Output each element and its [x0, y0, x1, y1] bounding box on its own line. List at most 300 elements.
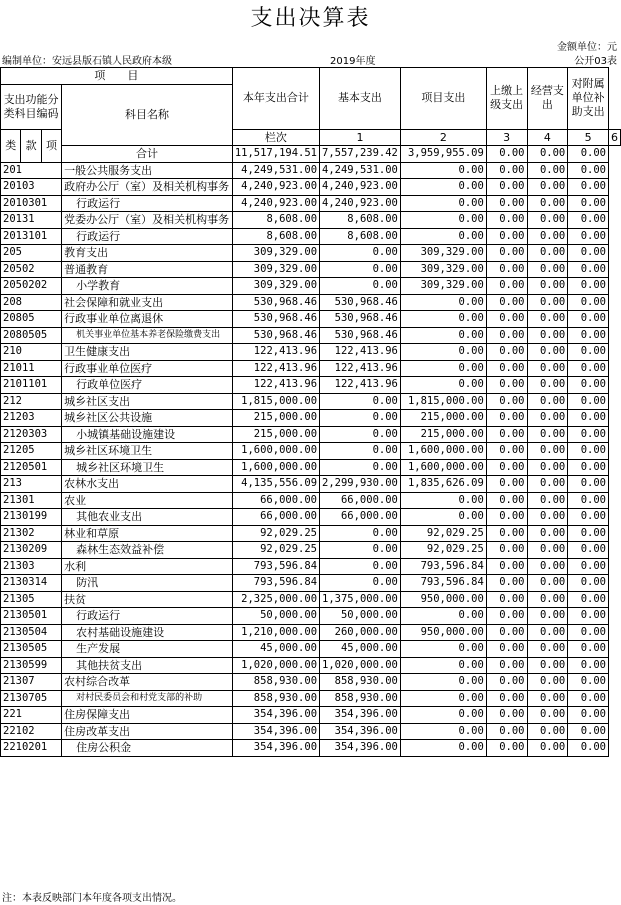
- table-row: [1, 690, 621, 707]
- row-upper: 0.00: [486, 492, 527, 509]
- table-row: [1, 459, 621, 476]
- col-number-2: 2: [400, 129, 486, 146]
- row-upper: 0.00: [486, 723, 527, 740]
- row-business: 0.00: [527, 426, 568, 443]
- row-subsidy: 0.00: [568, 624, 609, 641]
- row-basic: 260,000.00: [320, 624, 401, 641]
- table-row: [1, 492, 621, 509]
- row-project: 215,000.00: [400, 410, 486, 427]
- row-subsidy: 0.00: [568, 641, 609, 658]
- row-basic: 4,240,923.00: [320, 179, 401, 196]
- row-code: 2130504: [1, 624, 62, 641]
- row-upper: 0.00: [486, 740, 527, 757]
- row-code: 20805: [1, 311, 62, 328]
- header-row-1: [1, 68, 621, 85]
- row-subject-name: 水利: [62, 558, 233, 575]
- row-subsidy: 0.00: [568, 591, 609, 608]
- row-basic: 0.00: [320, 525, 401, 542]
- row-subject-name: 城乡社区环境卫生: [62, 459, 233, 476]
- row-subject-name: 林业和草原: [62, 525, 233, 542]
- row-subject-name: 其他农业支出: [62, 509, 233, 526]
- row-total: 2,325,000.00: [232, 591, 319, 608]
- row-project: 1,835,626.09: [400, 476, 486, 493]
- row-business: 0.00: [527, 443, 568, 460]
- row-basic: 0.00: [320, 575, 401, 592]
- row-total: 858,930.00: [232, 674, 319, 691]
- row-basic: 1,020,000.00: [320, 657, 401, 674]
- row-total: 530,968.46: [232, 294, 319, 311]
- footnote: 注：本表反映部门本年度各项支出情况。: [2, 893, 182, 904]
- row-business: 0.00: [527, 377, 568, 394]
- unit-label: 金额单位：元: [557, 42, 617, 53]
- col-number-5: 5: [568, 129, 609, 146]
- row-project: 950,000.00: [400, 624, 486, 641]
- row-subject-name: 党委办公厅（室）及相关机构事务: [62, 212, 233, 229]
- row-upper: 0.00: [486, 261, 527, 278]
- row-business: 0.00: [527, 278, 568, 295]
- row-subject-name: 住房改革支出: [62, 723, 233, 740]
- row-upper: 0.00: [486, 509, 527, 526]
- table-row: [1, 740, 621, 757]
- year-label: 2019年度: [330, 56, 376, 67]
- row-subject-name: 行政运行: [62, 608, 233, 625]
- row-project: 1,600,000.00: [400, 443, 486, 460]
- row-business: 0.00: [527, 311, 568, 328]
- row-upper: 0.00: [486, 294, 527, 311]
- row-total: 4,240,923.00: [232, 195, 319, 212]
- row-business: 0.00: [527, 641, 568, 658]
- row-basic: 8,608.00: [320, 212, 401, 229]
- row-subsidy: 0.00: [568, 179, 609, 196]
- row-total: 215,000.00: [232, 410, 319, 427]
- row-project: 1,815,000.00: [400, 393, 486, 410]
- row-project: 793,596.84: [400, 575, 486, 592]
- row-basic: 0.00: [320, 558, 401, 575]
- row-project: 0.00: [400, 723, 486, 740]
- row-code: 205: [1, 245, 62, 262]
- row-subsidy: 0.00: [568, 690, 609, 707]
- header-project: 项目支出: [400, 68, 486, 130]
- header-item: 项 目: [1, 68, 233, 85]
- table-row: [1, 212, 621, 229]
- table-row: [1, 393, 621, 410]
- table-row: [1, 294, 621, 311]
- row-total: 530,968.46: [232, 311, 319, 328]
- row-business: 0.00: [527, 360, 568, 377]
- table-body: [1, 68, 621, 757]
- header-subsidy: 对附属单位补助支出: [568, 68, 609, 130]
- row-total: 354,396.00: [232, 740, 319, 757]
- row-basic: 122,413.96: [320, 344, 401, 361]
- total-label: 合计: [62, 146, 233, 163]
- row-business: 0.00: [527, 591, 568, 608]
- row-code: 221: [1, 707, 62, 724]
- table-row: [1, 542, 621, 559]
- row-total: 309,329.00: [232, 245, 319, 262]
- row-business: 0.00: [527, 575, 568, 592]
- row-subsidy: 0.00: [568, 294, 609, 311]
- row-business: 0.00: [527, 608, 568, 625]
- row-code: 2010301: [1, 195, 62, 212]
- row-code: 21302: [1, 525, 62, 542]
- row-basic: 858,930.00: [320, 674, 401, 691]
- table-row: [1, 245, 621, 262]
- row-project: 0.00: [400, 294, 486, 311]
- table-row: [1, 443, 621, 460]
- row-subsidy: 0.00: [568, 558, 609, 575]
- row-total: 92,029.25: [232, 542, 319, 559]
- row-subsidy: 0.00: [568, 608, 609, 625]
- row-project: 0.00: [400, 674, 486, 691]
- row-code: 21301: [1, 492, 62, 509]
- row-subject-name: 生产发展: [62, 641, 233, 658]
- row-basic: 0.00: [320, 410, 401, 427]
- row-project: 0.00: [400, 212, 486, 229]
- row-total: 1,210,000.00: [232, 624, 319, 641]
- row-project: 92,029.25: [400, 525, 486, 542]
- table-row: [1, 311, 621, 328]
- row-subject-name: 行政运行: [62, 195, 233, 212]
- row-business: 0.00: [527, 459, 568, 476]
- row-business: 0.00: [527, 690, 568, 707]
- row-business: 0.00: [527, 509, 568, 526]
- row-code: 2101101: [1, 377, 62, 394]
- row-subsidy: 0.00: [568, 525, 609, 542]
- row-total: 793,596.84: [232, 558, 319, 575]
- row-upper: 0.00: [486, 410, 527, 427]
- row-code: 201: [1, 162, 62, 179]
- row-subject-name: 普通教育: [62, 261, 233, 278]
- row-upper: 0.00: [486, 624, 527, 641]
- table-row: [1, 228, 621, 245]
- header-business: 经营支出: [527, 68, 568, 130]
- row-subsidy: 0.00: [568, 393, 609, 410]
- row-basic: 66,000.00: [320, 509, 401, 526]
- row-code: 2130501: [1, 608, 62, 625]
- row-upper: 0.00: [486, 195, 527, 212]
- row-business: 0.00: [527, 740, 568, 757]
- row-subject-name: 行政运行: [62, 228, 233, 245]
- row-project: 0.00: [400, 311, 486, 328]
- row-code: 208: [1, 294, 62, 311]
- org-label: 编制单位：安远县版石镇人民政府本级: [2, 56, 172, 67]
- row-business: 0.00: [527, 624, 568, 641]
- row-basic: 8,608.00: [320, 228, 401, 245]
- row-subsidy: 0.00: [568, 740, 609, 757]
- row-subject-name: 其他扶贫支出: [62, 657, 233, 674]
- header-xiang: 项: [41, 129, 61, 162]
- row-basic: 354,396.00: [320, 707, 401, 724]
- col-number-1: 1: [320, 129, 401, 146]
- row-basic: 530,968.46: [320, 327, 401, 344]
- row-upper: 0.00: [486, 591, 527, 608]
- row-project: 0.00: [400, 608, 486, 625]
- row-business: 0.00: [527, 410, 568, 427]
- row-project: 215,000.00: [400, 426, 486, 443]
- table-row: [1, 410, 621, 427]
- row-code: 21303: [1, 558, 62, 575]
- row-subsidy: 0.00: [568, 707, 609, 724]
- row-project: 0.00: [400, 360, 486, 377]
- row-total: 4,249,531.00: [232, 162, 319, 179]
- row-subsidy: 0.00: [568, 476, 609, 493]
- row-total: 309,329.00: [232, 261, 319, 278]
- row-project: 0.00: [400, 492, 486, 509]
- row-subject-name: 防汛: [62, 575, 233, 592]
- row-code: 21205: [1, 443, 62, 460]
- row-subject-name: 城乡社区支出: [62, 393, 233, 410]
- row-business: 0.00: [527, 327, 568, 344]
- row-subject-name: 农林水支出: [62, 476, 233, 493]
- row-project: 0.00: [400, 162, 486, 179]
- row-subject-name: 住房保障支出: [62, 707, 233, 724]
- row-total: 793,596.84: [232, 575, 319, 592]
- table-row: [1, 162, 621, 179]
- row-subsidy: 0.00: [568, 492, 609, 509]
- row-basic: 0.00: [320, 245, 401, 262]
- row-total: 122,413.96: [232, 377, 319, 394]
- row-upper: 0.00: [486, 476, 527, 493]
- row-project: 0.00: [400, 344, 486, 361]
- row-subject-name: 小城镇基础设施建设: [62, 426, 233, 443]
- row-business: 0.00: [527, 542, 568, 559]
- row-business: 0.00: [527, 492, 568, 509]
- row-upper: 0.00: [486, 360, 527, 377]
- row-basic: 1,375,000.00: [320, 591, 401, 608]
- row-total: 858,930.00: [232, 690, 319, 707]
- row-subject-name: 城乡社区公共设施: [62, 410, 233, 427]
- table-row: [1, 509, 621, 526]
- row-code: 213: [1, 476, 62, 493]
- row-upper: 0.00: [486, 278, 527, 295]
- row-code: 20103: [1, 179, 62, 196]
- total-row: [1, 146, 621, 163]
- col-number-3: 3: [486, 129, 527, 146]
- row-total: 122,413.96: [232, 360, 319, 377]
- row-project: 1,600,000.00: [400, 459, 486, 476]
- row-upper: 0.00: [486, 443, 527, 460]
- row-total: 66,000.00: [232, 492, 319, 509]
- row-basic: 530,968.46: [320, 311, 401, 328]
- row-subject-name: 农村基础设施建设: [62, 624, 233, 641]
- row-upper: 0.00: [486, 657, 527, 674]
- row-code: 2130599: [1, 657, 62, 674]
- row-code: 2130209: [1, 542, 62, 559]
- row-total: 1,815,000.00: [232, 393, 319, 410]
- row-total: 1,020,000.00: [232, 657, 319, 674]
- row-subject-name: 行政事业单位医疗: [62, 360, 233, 377]
- row-basic: 2,299,930.00: [320, 476, 401, 493]
- row-project: 0.00: [400, 690, 486, 707]
- row-business: 0.00: [527, 344, 568, 361]
- row-upper: 0.00: [486, 674, 527, 691]
- row-code: 20502: [1, 261, 62, 278]
- row-code: 21305: [1, 591, 62, 608]
- row-subject-name: 农业: [62, 492, 233, 509]
- table-row: [1, 476, 621, 493]
- row-upper: 0.00: [486, 459, 527, 476]
- row-subsidy: 0.00: [568, 575, 609, 592]
- meta-row: [0, 52, 621, 66]
- row-subsidy: 0.00: [568, 723, 609, 740]
- row-project: 0.00: [400, 509, 486, 526]
- row-code: 22102: [1, 723, 62, 740]
- row-code: 20131: [1, 212, 62, 229]
- row-upper: 0.00: [486, 245, 527, 262]
- row-basic: 530,968.46: [320, 294, 401, 311]
- row-project: 309,329.00: [400, 278, 486, 295]
- row-project: 0.00: [400, 195, 486, 212]
- total-basic: 7,557,239.42: [320, 146, 401, 163]
- row-business: 0.00: [527, 245, 568, 262]
- row-basic: 122,413.96: [320, 377, 401, 394]
- row-project: 0.00: [400, 657, 486, 674]
- table-row: [1, 707, 621, 724]
- row-subsidy: 0.00: [568, 542, 609, 559]
- table-row: [1, 344, 621, 361]
- total-business: 0.00: [527, 146, 568, 163]
- table-row: [1, 723, 621, 740]
- row-upper: 0.00: [486, 558, 527, 575]
- row-business: 0.00: [527, 162, 568, 179]
- row-basic: 0.00: [320, 542, 401, 559]
- row-code: 21011: [1, 360, 62, 377]
- row-basic: 0.00: [320, 426, 401, 443]
- row-project: 0.00: [400, 740, 486, 757]
- row-total: 4,240,923.00: [232, 179, 319, 196]
- row-project: 309,329.00: [400, 245, 486, 262]
- row-basic: 45,000.00: [320, 641, 401, 658]
- row-business: 0.00: [527, 476, 568, 493]
- row-total: 215,000.00: [232, 426, 319, 443]
- row-business: 0.00: [527, 228, 568, 245]
- row-project: 793,596.84: [400, 558, 486, 575]
- row-project: 0.00: [400, 327, 486, 344]
- row-upper: 0.00: [486, 690, 527, 707]
- row-total: 66,000.00: [232, 509, 319, 526]
- row-subject-name: 扶贫: [62, 591, 233, 608]
- row-upper: 0.00: [486, 542, 527, 559]
- row-upper: 0.00: [486, 179, 527, 196]
- row-business: 0.00: [527, 212, 568, 229]
- table-row: [1, 657, 621, 674]
- table-row: [1, 195, 621, 212]
- row-subject-name: 农村综合改革: [62, 674, 233, 691]
- row-basic: 50,000.00: [320, 608, 401, 625]
- table-row: [1, 575, 621, 592]
- header-basic: 基本支出: [320, 68, 401, 130]
- row-project: 0.00: [400, 641, 486, 658]
- row-subsidy: 0.00: [568, 311, 609, 328]
- row-total: 50,000.00: [232, 608, 319, 625]
- row-subject-name: 社会保障和就业支出: [62, 294, 233, 311]
- row-upper: 0.00: [486, 575, 527, 592]
- row-subject-name: 一般公共服务支出: [62, 162, 233, 179]
- row-basic: 66,000.00: [320, 492, 401, 509]
- table-row: [1, 426, 621, 443]
- row-project: 0.00: [400, 179, 486, 196]
- row-upper: 0.00: [486, 212, 527, 229]
- row-subsidy: 0.00: [568, 509, 609, 526]
- total-upper: 0.00: [486, 146, 527, 163]
- row-subject-name: 行政事业单位离退休: [62, 311, 233, 328]
- row-upper: 0.00: [486, 377, 527, 394]
- row-total: 354,396.00: [232, 707, 319, 724]
- row-basic: 4,240,923.00: [320, 195, 401, 212]
- row-subsidy: 0.00: [568, 657, 609, 674]
- row-subsidy: 0.00: [568, 344, 609, 361]
- row-subsidy: 0.00: [568, 426, 609, 443]
- row-subsidy: 0.00: [568, 327, 609, 344]
- row-code: 2013101: [1, 228, 62, 245]
- row-business: 0.00: [527, 707, 568, 724]
- row-basic: 0.00: [320, 443, 401, 460]
- table-row: [1, 327, 621, 344]
- row-subsidy: 0.00: [568, 278, 609, 295]
- header-total: 本年支出合计: [232, 68, 319, 130]
- total-total: 11,517,194.51: [232, 146, 319, 163]
- row-subject-name: 机关事业单位基本养老保险缴费支出: [62, 327, 233, 344]
- row-code: 210: [1, 344, 62, 361]
- row-subject-name: 小学教育: [62, 278, 233, 295]
- row-upper: 0.00: [486, 608, 527, 625]
- row-subsidy: 0.00: [568, 245, 609, 262]
- row-code: 212: [1, 393, 62, 410]
- table-row: [1, 278, 621, 295]
- row-code: 2050202: [1, 278, 62, 295]
- table-row: [1, 179, 621, 196]
- row-basic: 0.00: [320, 393, 401, 410]
- table-row: [1, 641, 621, 658]
- total-project: 3,959,955.09: [400, 146, 486, 163]
- row-upper: 0.00: [486, 525, 527, 542]
- row-subject-name: 教育支出: [62, 245, 233, 262]
- row-business: 0.00: [527, 657, 568, 674]
- row-total: 122,413.96: [232, 344, 319, 361]
- row-basic: 4,249,531.00: [320, 162, 401, 179]
- row-subsidy: 0.00: [568, 377, 609, 394]
- row-basic: 122,413.96: [320, 360, 401, 377]
- row-business: 0.00: [527, 525, 568, 542]
- row-total: 8,608.00: [232, 212, 319, 229]
- row-business: 0.00: [527, 674, 568, 691]
- row-subsidy: 0.00: [568, 443, 609, 460]
- row-total: 45,000.00: [232, 641, 319, 658]
- row-code: 2120501: [1, 459, 62, 476]
- row-subject-name: 卫生健康支出: [62, 344, 233, 361]
- row-business: 0.00: [527, 261, 568, 278]
- row-code: 2130314: [1, 575, 62, 592]
- row-business: 0.00: [527, 294, 568, 311]
- row-project: 309,329.00: [400, 261, 486, 278]
- row-subsidy: 0.00: [568, 228, 609, 245]
- row-business: 0.00: [527, 195, 568, 212]
- table-row: [1, 624, 621, 641]
- row-basic: 858,930.00: [320, 690, 401, 707]
- row-upper: 0.00: [486, 707, 527, 724]
- row-upper: 0.00: [486, 344, 527, 361]
- header-upper: 上缴上级支出: [486, 68, 527, 130]
- row-code: 2130705: [1, 690, 62, 707]
- row-business: 0.00: [527, 179, 568, 196]
- table-row: [1, 360, 621, 377]
- row-business: 0.00: [527, 393, 568, 410]
- lanci-label: 栏次: [232, 129, 319, 146]
- row-basic: 354,396.00: [320, 723, 401, 740]
- header-kuan: 款: [21, 129, 41, 162]
- row-code: 2120303: [1, 426, 62, 443]
- row-subsidy: 0.00: [568, 261, 609, 278]
